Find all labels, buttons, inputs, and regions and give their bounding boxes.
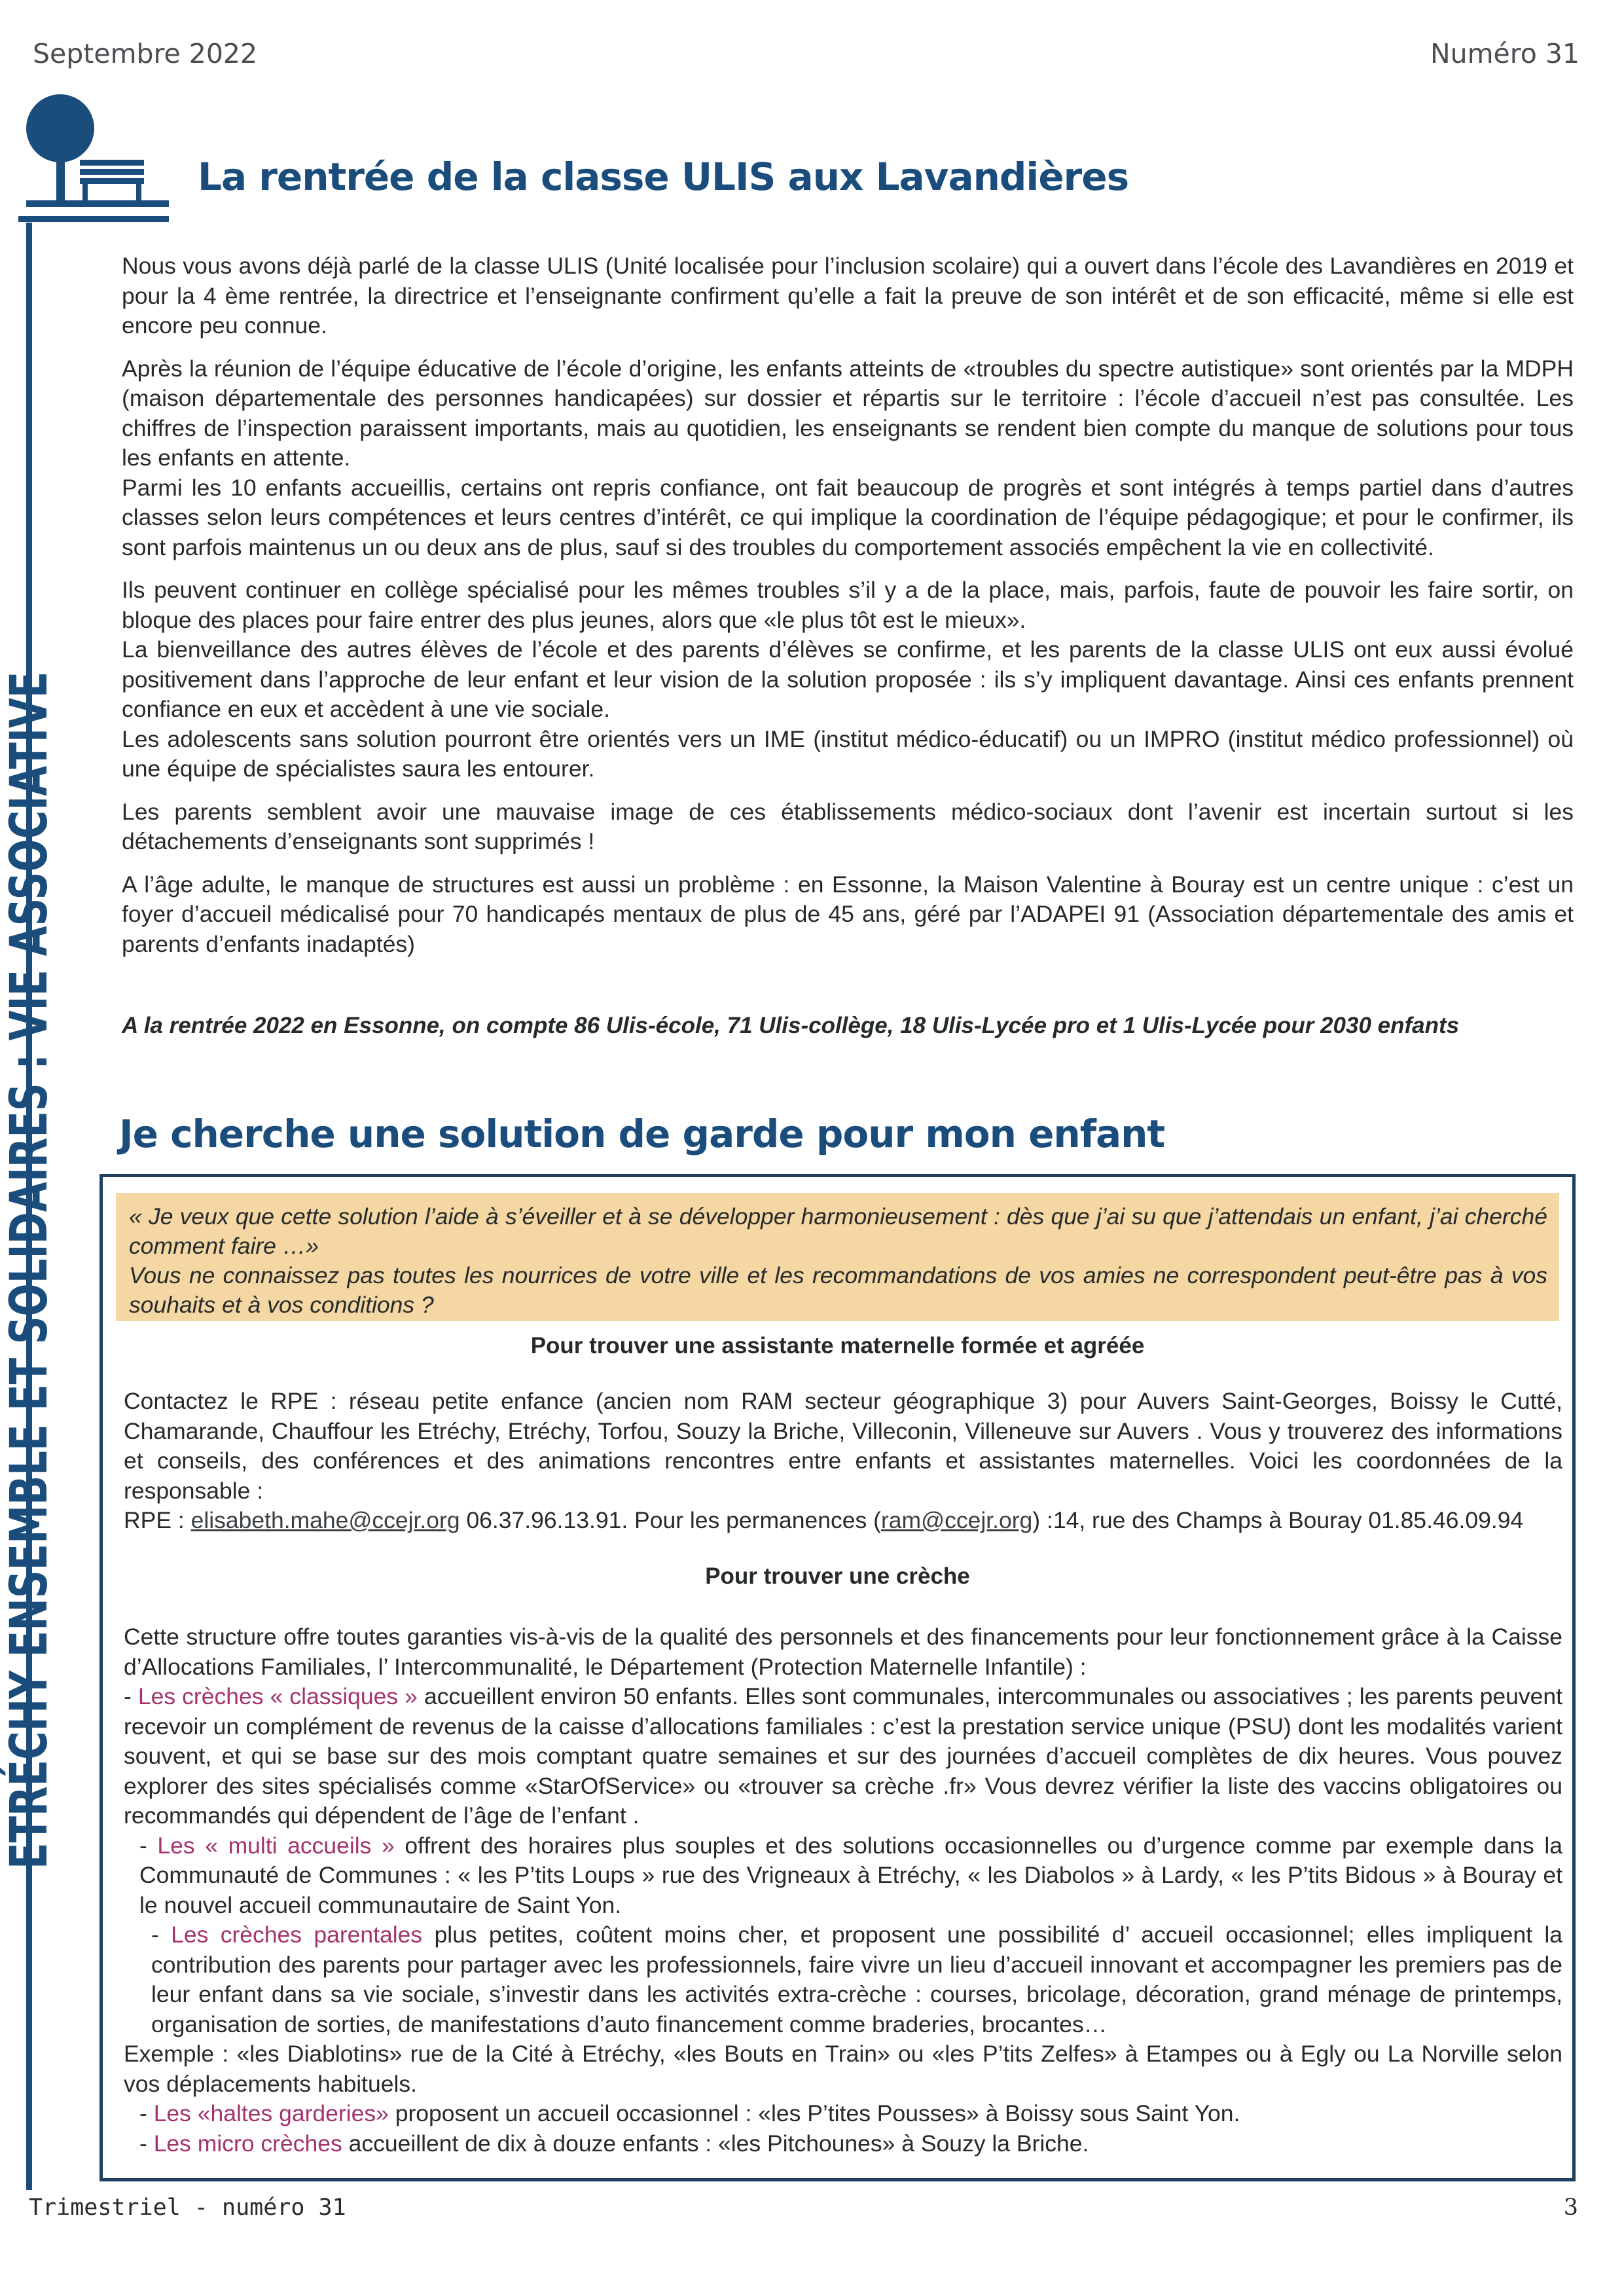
article1-paragraph: Nous vous avons déjà parlé de la classe ULIS (Unité localisée pour l’inclusion scolaire) qui a ouvert dans l’école des Lavandières en 2019 et pour la 4 ème rentrée, la directrice et l’enseignante confirment qu’elle a fait la preuve de son intérêt et de son efficacité, même si elle est encore peu connue. — [122, 253, 1574, 338]
footer-publication: Trimestriel - numéro 31 — [29, 2195, 346, 2221]
creche-type-label: Les crèches parentales — [171, 1922, 423, 1948]
header-date: Septembre 2022 — [33, 38, 258, 69]
rpe-block — [124, 1387, 1562, 1536]
creche-type-text: accueillent de dix à douze enfants : «les Pitchounes» à Souzy la Briche. — [342, 2130, 1089, 2157]
creche-type-text: proposent un accueil occasionnel : «les P’tites Pousses» à Boissy sous Saint Yon. — [388, 2100, 1240, 2126]
creche-type-label: Les « multi accueils » — [157, 1832, 395, 1859]
email-link-ram[interactable]: ram@ccejr.org — [880, 1507, 1033, 1533]
article1-title: La rentrée de la classe ULIS aux Lavandières — [198, 155, 1129, 199]
item-dash: - — [139, 1832, 158, 1859]
rpe-suffix: ) :14, rue des Champs à Bouray 01.85.46.09.94 — [1032, 1507, 1524, 1533]
creche-item — [124, 2129, 1562, 2159]
item-dash: - — [151, 1922, 171, 1948]
rpe-contact — [124, 1506, 1562, 1536]
creche-type-text: accueillent environ 50 enfants. Elles sont communales, intercommunales ou associatives ; les parents peuvent recevoir un complément de revenus de la caisse d’allocations familiales : c’est la prestation service unique (PSU) dont les modalités varient souvent, et qui se base sur des mois comptant quatre semaines et sur des journées d’accueil complètes de dix heures. Vous pouvez explorer des sites spécialisés comme «StarOfService» ou «trouver sa crèche .fr» Vous devrez vérifier la liste des vaccins obligatoires ou recommandés qui dépendent de l’âge de l’enfant . — [124, 1683, 1562, 1829]
creche-block — [124, 1622, 1562, 2159]
item-dash: - — [124, 1683, 138, 1709]
creche-type-label: Les micro crèches — [153, 2130, 342, 2157]
subheading-creche: Pour trouver une crèche — [705, 1563, 970, 1589]
creche-item — [124, 2099, 1562, 2129]
article1-paragraph: A l’âge adulte, le manque de structures est aussi un problème : en Essonne, la Maison Valentine à Bouray est un centre unique : c’est un foyer d’accueil médicalisé pour 70 handicapés mentaux de plus de 45 ans, géré par l’ADAPEI 91 (Association départementale des amis et parents d’enfants inadaptés) — [122, 871, 1574, 957]
creche-item — [124, 1682, 1562, 1831]
quote-line: Vous ne connaissez pas toutes les nourrices de votre ville et les recommandations de vos amies ne correspondent peut-être pas à vos souhaits et à vos conditions ? — [129, 1262, 1547, 1318]
quote-block — [116, 1193, 1559, 1321]
childcare-box — [99, 1174, 1576, 2181]
creche-item — [124, 1831, 1562, 1921]
subheading-assistante: Pour trouver une assistante maternelle formée et agréée — [530, 1333, 1145, 1358]
header-issue: Numéro 31 — [1430, 38, 1579, 69]
article1-paragraph: Parmi les 10 enfants accueillis, certains ont repris confiance, ont fait beaucoup de progrès et sont intégrés à temps partiel dans d’autres classes selon leurs compétences et leurs centres d’intérêt, ce qui implique la coordination de l’équipe pédagogique; et pour le confirmer, ils sont parfois maintenus un ou deux ans de plus, sauf si des troubles du comportement associés empêchent la vie en collectivité. — [122, 474, 1574, 560]
sidebar-vertical-title: ETRÉCHY ENSEMBLE ET SOLIDAIRES : VIE ASSOCIATIVE — [0, 671, 59, 1869]
rpe-middle: 06.37.96.13.91. Pour les permanences ( — [460, 1507, 881, 1533]
article1-paragraph: Après la réunion de l’équipe éducative de l’école d’origine, les enfants atteints de «troubles du spectre autistique» sont orientés par la MDPH (maison départementale des personnes handicapées) sur dossier et répartis sur le territoire : l’école d’accueil n’est pas consultée. Les chiffres de l’inspection paraissent importants, mais au quotidien, les enseignants se rendent bien compte du manque de solutions pour tous les enfants en attente. — [122, 355, 1574, 471]
email-link-responsable[interactable]: elisabeth.mahe@ccejr.org — [190, 1507, 460, 1533]
creche-intro: Cette structure offre toutes garanties vis-à-vis de la qualité des personnels et des financements pour leur fonctionnement grâce à la Caisse d’Allocations Familiales, l’ Intercommunalité, le Département (Protection Maternelle Infantile) : — [124, 1624, 1562, 1680]
footer-page-number: 3 — [1563, 2195, 1578, 2221]
item-dash: - — [139, 2100, 154, 2126]
rpe-prefix: RPE : — [124, 1507, 191, 1533]
article1-stat: A la rentrée 2022 en Essonne, on compte 86 Ulis-école, 71 Ulis-collège, 18 Ulis-Lycée pro et 1 Ulis-Lycée pour 2030 enfants — [122, 1013, 1460, 1038]
bench-tree-icon — [18, 92, 169, 229]
article1-paragraph: Ils peuvent continuer en collège spécialisé pour les mêmes troubles s’il y a de la place, mais, parfois, faute de pouvoir les faire sortir, on bloque des places pour faire entrer des plus jeunes, alors que «le plus tôt est le mieux». — [122, 577, 1574, 633]
item-dash: - — [139, 2130, 154, 2157]
creche-item — [124, 1920, 1562, 2039]
article1-body — [122, 251, 1574, 959]
rpe-text: Contactez le RPE : réseau petite enfance (ancien nom RAM secteur géographique 3) pour Auvers Saint-Georges, Boissy le Cutté, Chamarande, Chauffour les Etréchy, Etréchy, Torfou, Souzy la Briche, Villeconin, Villeneuve sur Auvers . Vous y trouverez des informations et conseils, des conférences et des animations rencontres entre enfants et assistantes maternelles. Voici les coordonnées de la responsable : — [124, 1388, 1562, 1504]
article2-title: Je cherche une solution de garde pour mon enfant — [119, 1112, 1165, 1156]
creche-type-text: plus petites, coûtent moins cher, et proposent une possibilité d’ accueil occasionnel; elles impliquent la contribution des parents pour partager avec les professionnels, faire vivre un lieu d’accueil innovant et accompagner les premiers pas de leur enfant dans sa vie sociale, s’investir dans les activités extra-crèche : courses, bricolage, décoration, grand ménage de printemps, organisation de sorties, de manifestations d’auto financement comme braderies, brocantes… — [151, 1922, 1562, 2037]
article1-paragraph: Les adolescents sans solution pourront être orientés vers un IME (institut médico-éducatif) ou un IMPRO (institut médico professionnel) où une équipe de spécialistes saura les entourer. — [122, 725, 1574, 782]
article1-paragraph: Les parents semblent avoir une mauvaise image de ces établissements médico-sociaux dont l’avenir est incertain surtout si les détachements d’enseignants sont supprimés ! — [122, 798, 1574, 854]
creche-example: Exemple : «les Diablotins» rue de la Cité à Etréchy, «les Bouts en Train» ou «les P’tits Zelfes» à Etampes ou à Egly ou La Norville selon vos déplacements habituels. — [124, 2041, 1562, 2097]
creche-type-label: Les crèches « classiques » — [137, 1683, 418, 1709]
creche-type-text: offrent des horaires plus souples et des solutions occasionnelles ou d’urgence comme par exemple dans la Communauté de Communes : « les P’tits Loups » rue des Vrigneaux à Etréchy, « les Diabolos » à Lardy, « les P’tits Bidous » à Bouray et le nouvel accueil communautaire de Saint Yon. — [139, 1832, 1562, 1918]
quote-line: « Je veux que cette solution l’aide à s’éveiller et à se développer harmonieusement : dès que j’ai su que j’attendais un enfant, j’ai cherché comment faire …» — [129, 1203, 1547, 1259]
article1-paragraph: La bienveillance des autres élèves de l’école et des parents d’élèves se confirme, et les parents de la classe ULIS ont eux aussi évolué positivement dans l’approche de leur enfant et leur vision de la solution proposée : ils s’y impliquent davantage. Ainsi ces enfants prennent confiance en eux et accèdent à une vie sociale. — [122, 636, 1574, 722]
creche-type-label: Les «haltes garderies» — [153, 2100, 389, 2126]
